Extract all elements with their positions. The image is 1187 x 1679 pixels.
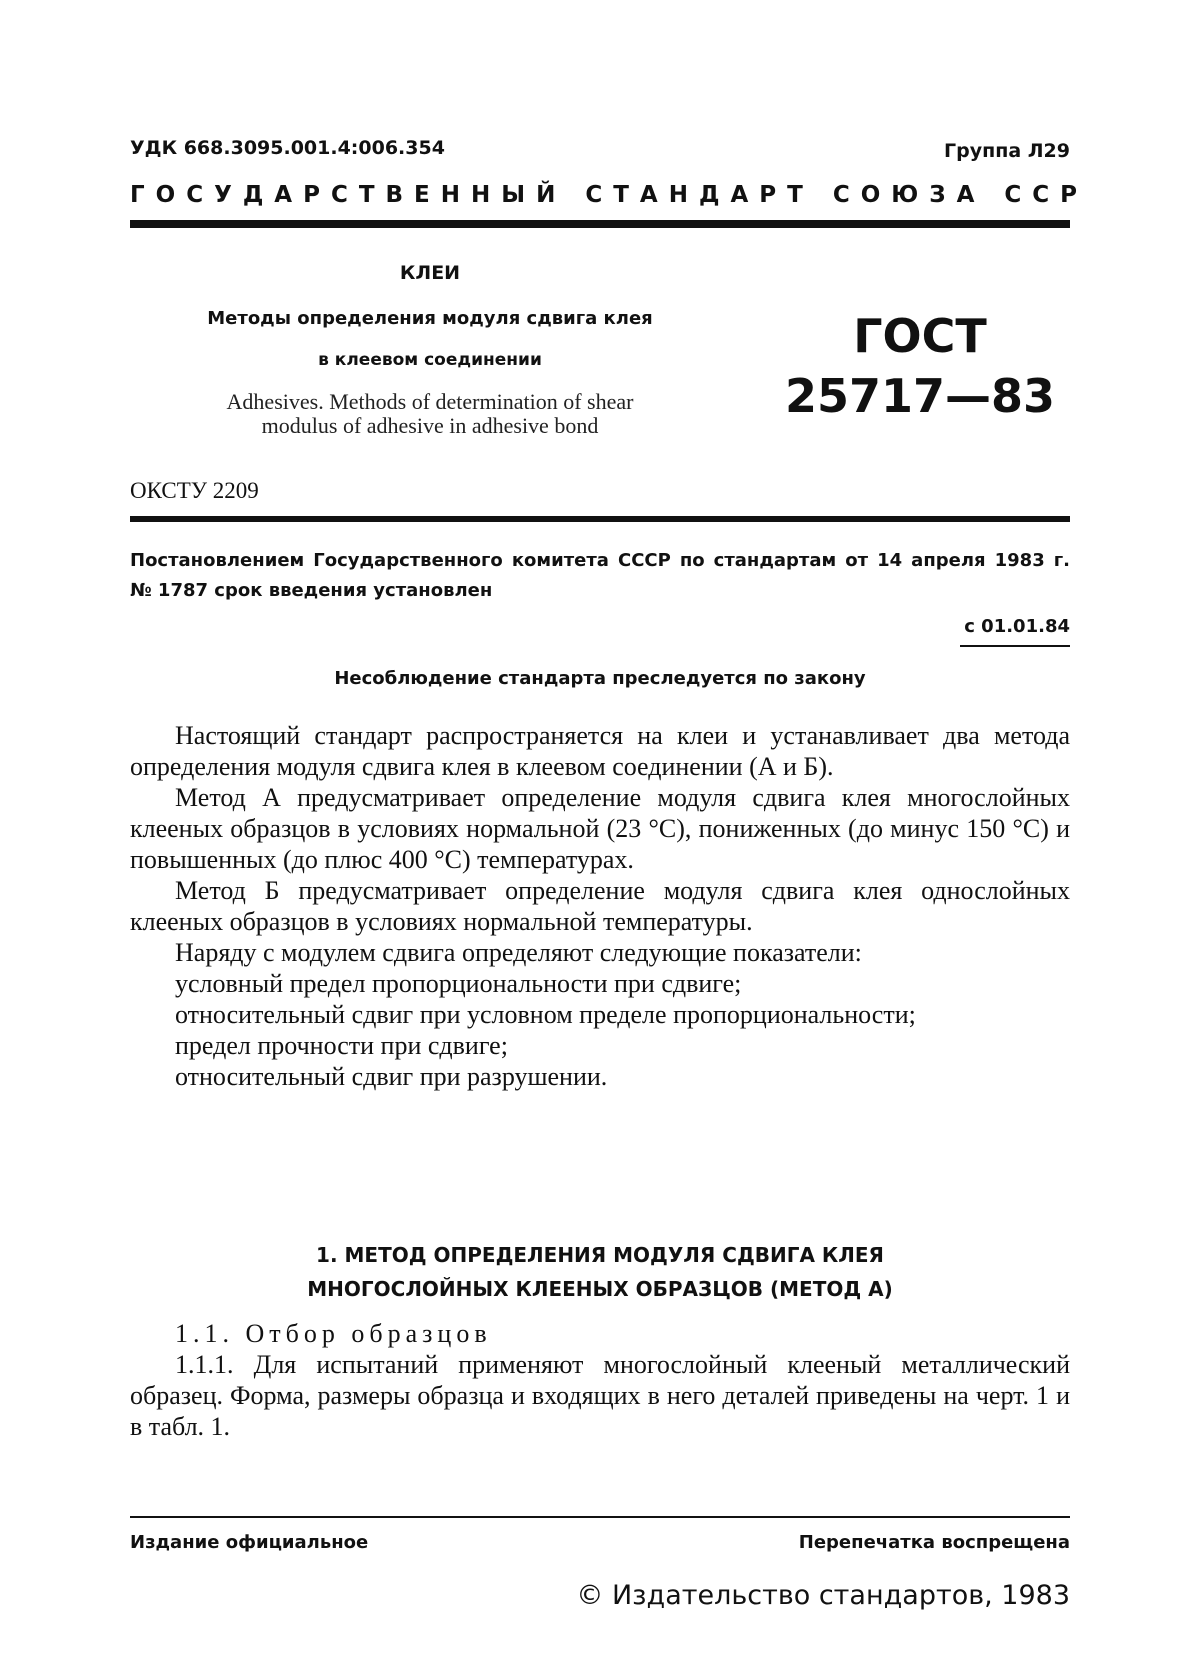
section-heading-line-1: 1. МЕТОД ОПРЕДЕЛЕНИЯ МОДУЛЯ СДВИГА КЛЕЯ	[316, 1243, 884, 1267]
paragraph-scope: Настоящий стандарт распространяется на клеи и устанавливает два метода определения модуля сдвига клея в клеевом соединении (А и Б).	[130, 721, 1070, 781]
gost-label: ГОСТ	[853, 309, 987, 363]
section-heading	[130, 1238, 1070, 1306]
effective-date: с 01.01.84	[964, 616, 1070, 637]
edition-note: Издание официальное	[130, 1532, 369, 1553]
list-item: условный предел пропорциональности при сдвиге;	[175, 969, 742, 998]
group-code: Группа Л29	[943, 140, 1070, 162]
decree-text: Постановлением Государственного комитета СССР по стандартам от 14 апреля 1983 г. № 1787 срок введения установлен	[130, 550, 1070, 601]
document-title: КЛЕИ	[399, 262, 461, 284]
list-item: предел прочности при сдвиге;	[175, 1031, 508, 1060]
title-line-1: Методы определения модуля сдвига клея	[207, 308, 653, 329]
paragraph-method-a: Метод А предусматривает определение модуля сдвига клея многослойных клееных образцов в условиях нормальной (23 °С), пониженных (до минус 150 °С) и повышенных (до плюс 400 °С) температурах.	[130, 783, 1070, 874]
gost-number: 25717—83	[784, 369, 1056, 423]
reprint-note: Перепечатка воспрещена	[798, 1532, 1070, 1553]
gost-designation	[770, 306, 1070, 426]
list-item: относительный сдвиг при условном пределе пропорциональности;	[175, 1000, 916, 1029]
body-text	[130, 720, 1070, 1092]
list-item: относительный сдвиг при разрушении.	[175, 1062, 608, 1091]
copyright-notice: © Издательство стандартов, 1983	[576, 1580, 1070, 1611]
standard-title: ГОСУДАРСТВЕННЫЙ СТАНДАРТ СОЮЗА ССР	[130, 182, 1089, 208]
okstu-code: ОКСТУ 2209	[130, 478, 259, 503]
subsection-title: 1.1. Отбор образцов	[175, 1319, 492, 1348]
document-page	[130, 0, 1089, 1679]
section-heading-line-2: МНОГОСЛОЙНЫХ КЛЕЕНЫХ ОБРАЗЦОВ (МЕТОД А)	[307, 1277, 893, 1301]
footer-rule	[130, 1516, 1070, 1518]
okstu-rule	[130, 516, 1070, 522]
paragraph-method-b: Метод Б предусматривает определение модуля сдвига клея однослойных клееных образцов в условиях нормальной температуры.	[130, 876, 1070, 936]
english-title	[130, 390, 730, 438]
date-underline	[960, 645, 1070, 647]
law-notice: Несоблюдение стандарта преследуется по закону	[334, 668, 866, 689]
english-title-line-2: modulus of adhesive in adhesive bond	[261, 413, 599, 438]
paragraph-specimen: 1.1.1. Для испытаний применяют многослойный клееный металлический образец. Форма, размеры образца и входящих в него деталей приведены на черт. 1 и в табл. 1.	[130, 1350, 1070, 1441]
title-line-2: в клеевом соединении	[318, 350, 542, 370]
section-body	[130, 1318, 1070, 1442]
paragraph-indicators: Наряду с модулем сдвига определяют следующие показатели:	[175, 938, 862, 967]
udk-code: УДК 668.3095.001.4:006.354	[130, 137, 445, 159]
english-title-line-1: Adhesives. Methods of determination of shear	[226, 389, 634, 414]
header-rule	[130, 220, 1070, 228]
